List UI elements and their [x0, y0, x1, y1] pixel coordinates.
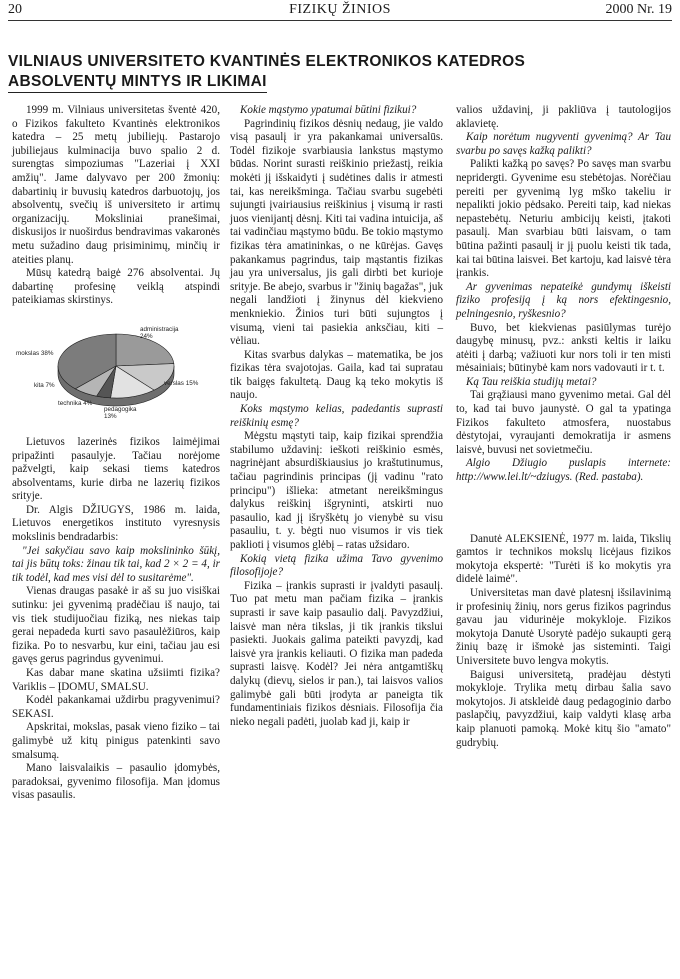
author-intro: Dr. Algis DŽIUGYS, 1986 m. laida, Lietuvos energetikos instituto vyresnysis mokslinis bendradarbis:: [12, 503, 220, 544]
paragraph: Buvo, bet kiekvienas pasiūlymas turėjo daugybę minusų, pvz.: anksti keltis ir laiku atėiti į darbą; važiuoti kur nors toli ir ten misti mėsainiais; būtinybė kam nors vadovauti ir t. t.: [456, 321, 671, 375]
paragraph: Lietuvos lazerinės fizikos laimėjimai pripažinti pasaulyje. Tačiau norėjome pažvelgti, kaip sekasi tiems katedros absolventams, kurie dirba ne lazerių fizikos srityje.: [12, 435, 220, 503]
paragraph: Mėgstu mąstyti taip, kaip fizikai sprendžia stabilumo uždavinį: ieškoti reiškinio esmės, nagrinėjant absurdiškiausius jo kraštutinumus, tačiau pagrindinis principas (jį vadinu "rato principu") išlieka: atmetant nereikšmingus dalykus reiškinį išgryninti, atskirti nuo pasaulio, kad jį išryškėtų jo vienybė su visu pasauliu, t. y. bėgti nuo visumos ir vis tiek paklioti į visumos glėbį – ratas užsidaro.: [230, 430, 443, 551]
title-line-2: ABSOLVENTŲ MINTYS IR LIKIMAI: [8, 72, 267, 93]
question: Ar gyvenimas nepateikė gundymų iškeisti fiziko profesiją į ką nors efektingesnio, pelningesnio, ryškesnio?: [456, 280, 671, 320]
article-title: [8, 52, 668, 93]
paragraph: Palikti kažką po savęs? Po savęs man svarbu nepridergti. Gyvenime esu stebėtojas. Norėčiau pereiti per gyvenimą lyg mško takeliu ir nepalikti jokio pėdsako. Pereiti taip, kad niekas nepastebėtų. Neturiu ambicijų keisti, įtakoti pasaulį. Man svarbiau būti laisvam, o tam būtina pažinti pasaulį ir jį puolu keisti tik tada, kai tai būtina laisvei. Bet kartoju, kad laisvė tėra įrankis.: [456, 158, 671, 280]
pie-label: technika 4%: [58, 399, 93, 407]
column-1: [12, 104, 220, 803]
question: Kokią vietą fizika užima Tavo gyvenimo filosofijoje?: [230, 552, 443, 579]
pie-label: kita 7%: [34, 381, 55, 389]
page-header: [8, 2, 672, 21]
paragraph: Tai grąžiausi mano gyvenimo metai. Gal dėl to, kad tai buvo jaunystė. O gal ta ypatinga Fizikos fakulteto atmosfera, nuostabus dėstytojai, vyraujanti demokratija ir asmens laisvė, buvusi net sovietmečiu.: [456, 389, 671, 456]
question: Kaip norėtum nugyventi gyvenimą? Ar Tau svarbu po savęs kažką palikti?: [456, 131, 671, 157]
column-2: [230, 104, 443, 729]
page-number: 20: [8, 2, 22, 17]
paragraph: Mūsų katedrą baigė 276 absolventai. Jų dabartinę profesinę veiklą atspindi pateikiamas skirstinys.: [12, 267, 220, 307]
question: Ką Tau reiškia studijų metai?: [466, 375, 597, 388]
paragraph: valios uždavinį, ji pakliūva į tautologijos aklavietę.: [456, 104, 671, 130]
pie-label: mokslas 38%: [16, 349, 54, 357]
author-intro: Danutė ALEKSIENĖ, 1977 m. laida, Tikslių gamtos ir technikos mokslų licėjaus fizikos mokytoja ekspertė: "Turėti iš ko mokytis yra didelė laimė".: [456, 532, 671, 586]
journal-name: FIZIKŲ ŽINIOS: [289, 2, 391, 17]
web-note: Algio Džiugio puslapis internete: http://www.lei.lt/~dziugys. (Red. pastaba).: [456, 457, 671, 484]
quote: "Jei sakyčiau savo kaip mokslininko šūkį, tai jis būtų toks: žinau tik tai, kad 2 × 2 = 4, ir tik todėl, kad mes visi dėl to susitarėme".: [12, 544, 220, 584]
paragraph: Kas dabar mane skatina užsiimti fizika? Variklis – ĮDOMU, SMALSU.: [12, 667, 220, 693]
paragraph: Baigusi universitetą, pradėjau dėstyti mokykloje. Trylika metų dirbau šalia savo mokytojos. Ji atskleidė daug pedagoginio darbo paslapčių, pavyzdžiui, kaip valdyti klasę arba kaip planuoti pamoką. Mokė kitų šio "amato" gudrybių.: [456, 668, 671, 749]
question: Kokie mąstymo ypatumai būtini fizikui?: [240, 104, 417, 116]
paragraph: Apskritai, mokslas, pasak vieno fiziko – tai galimybė už kitų pinigus patenkinti savo smalsumą.: [12, 721, 220, 761]
paragraph: Pagrindinių fizikos dėsnių nedaug, jie valdo visą pasaulį ir yra pakankamai universalūs. Todėl fizikoje svarbiausia lankstus mąstymo būdas. Norint surasti reiškinio priežastį, reikia mokėti jį išskaidyti į sudėtines dalis ir atmesti tai, kas nereikšminga. Tačiau svarbu sugebėti sujungti įvairiausius reiškinius į visumą ir rasti juos vienijantį dėsnį. Kiti tai vadina intuicija, aš tai vadinčiau mąstymo būdu. Be tokio mąstymo fizikas tėra amatininkas, o ne kūrėjas. Gavęs pakankamus pagrindus, taip mąstantis fizikas jau yra universalus, jis gali dirbti bet kurioje srityje. Be abejo, svarbus ir "žinių bagažas", juk negali landžioti į žinynus dėl kiekvieno menkniekio. Žinios turi būti sujungtos į visumą, vieni tai pasiekia anksčiau, kiti – vėliau.: [230, 117, 444, 348]
title-line-1: VILNIAUS UNIVERSITETO KVANTINĖS ELEKTRONIKOS KATEDROS: [8, 53, 526, 70]
paragraph: Vienas draugas pasakė ir aš su juo visiškai sutinku: jei gyvenimą pradėčiau iš naujo, tai vis tiek studijuočiau fiziką, nes niekas taip gerai nepadeda kurti savo pasaulėžiūros, kaip fizika. Po to nesvarbu, kur eini, tačiau jau esi gavęs gerus pagrindus gyvenimui.: [12, 585, 220, 666]
issue-info: 2000 Nr. 19: [605, 2, 672, 17]
paragraph: Fizika – įrankis suprasti ir įvaldyti pasaulį. Tuo pat metu man pačiam fizika – įrankis suprasti ir save kaip pasaulio dalį. Pavyzdžiui, laisvė man nėra tikslas, ji tik įrankis tikslui pasiekti. Juokais galima pateikti pavyzdį, kad laisvė yra įrankis keliauti. O fizika man padeda suprasti laisvę. Kodėl? Jei nėra antgamtiškų dalykų (dievų, sielos ir pan.), tai laisvos valios galimybė gali būti įrodyta ar paneigta tik fundamentiniais fizikos dėsniais. Filosofija čia nieko negali padėti, juolab kad ji, kaip ir: [230, 579, 443, 728]
spacer: [456, 485, 671, 533]
paragraph: 1999 m. Vilniaus universitetas šventė 420, o Fizikos fakulteto Kvantinės elektronikos katedra – 25 metų jubiliejų. Pastarojo jubiliejaus kulminacija buvo spalio 2 d. surengtas simpoziumas "Lazeriai į XXI amžių". Jame dalyvavo per 200 žmonių: dabartinių ir buvusių katedros darbuotojų, jos absolventų, svečių iš universiteto ir artimų organizacijų. Moksliniai pranešimai, diskusijos ir nuoširdus bendravimas vakaronės metu sužadino daug prisiminimų, minčių ir ateities planų.: [12, 104, 220, 266]
paragraph: Mano laisvalaikis – pasaulio įdomybės, paradoksai, gyvenimo filosofija. Man įdomus visas pasaulis.: [12, 762, 220, 802]
column-3: [456, 104, 671, 750]
question: Koks mąstymo kelias, padedantis suprasti reiškinių esmę?: [230, 403, 443, 429]
pie-label: administracija 24%: [140, 325, 179, 340]
pie-chart: [12, 318, 220, 428]
pie-label: pedagogika 13%: [104, 405, 137, 420]
paragraph: Kodėl pakankamai uždirbu pragyvenimui? SEKASI.: [12, 694, 220, 720]
pie-label: verslas 15%: [164, 379, 199, 387]
paragraph: Kitas svarbus dalykas – matematika, be jos fizikas tėra svajotojas. Gaila, kad tai supratau tik baigęs fakultetą. Daug ką teko mokytis iš naujo.: [230, 348, 443, 402]
paragraph: Universitetas man davė platesnį išsilavinimą ir profesinių žinių, nors gerus fizikos pagrindus gavau jau vidurinėje mokykloje. Fizikos mokytoja Danutė Usorytė padėjo sukaupti gerą žinių bazę ir išmokė jas sisteminti. Taigi Universitete buvo lengva mokytis.: [456, 587, 671, 667]
